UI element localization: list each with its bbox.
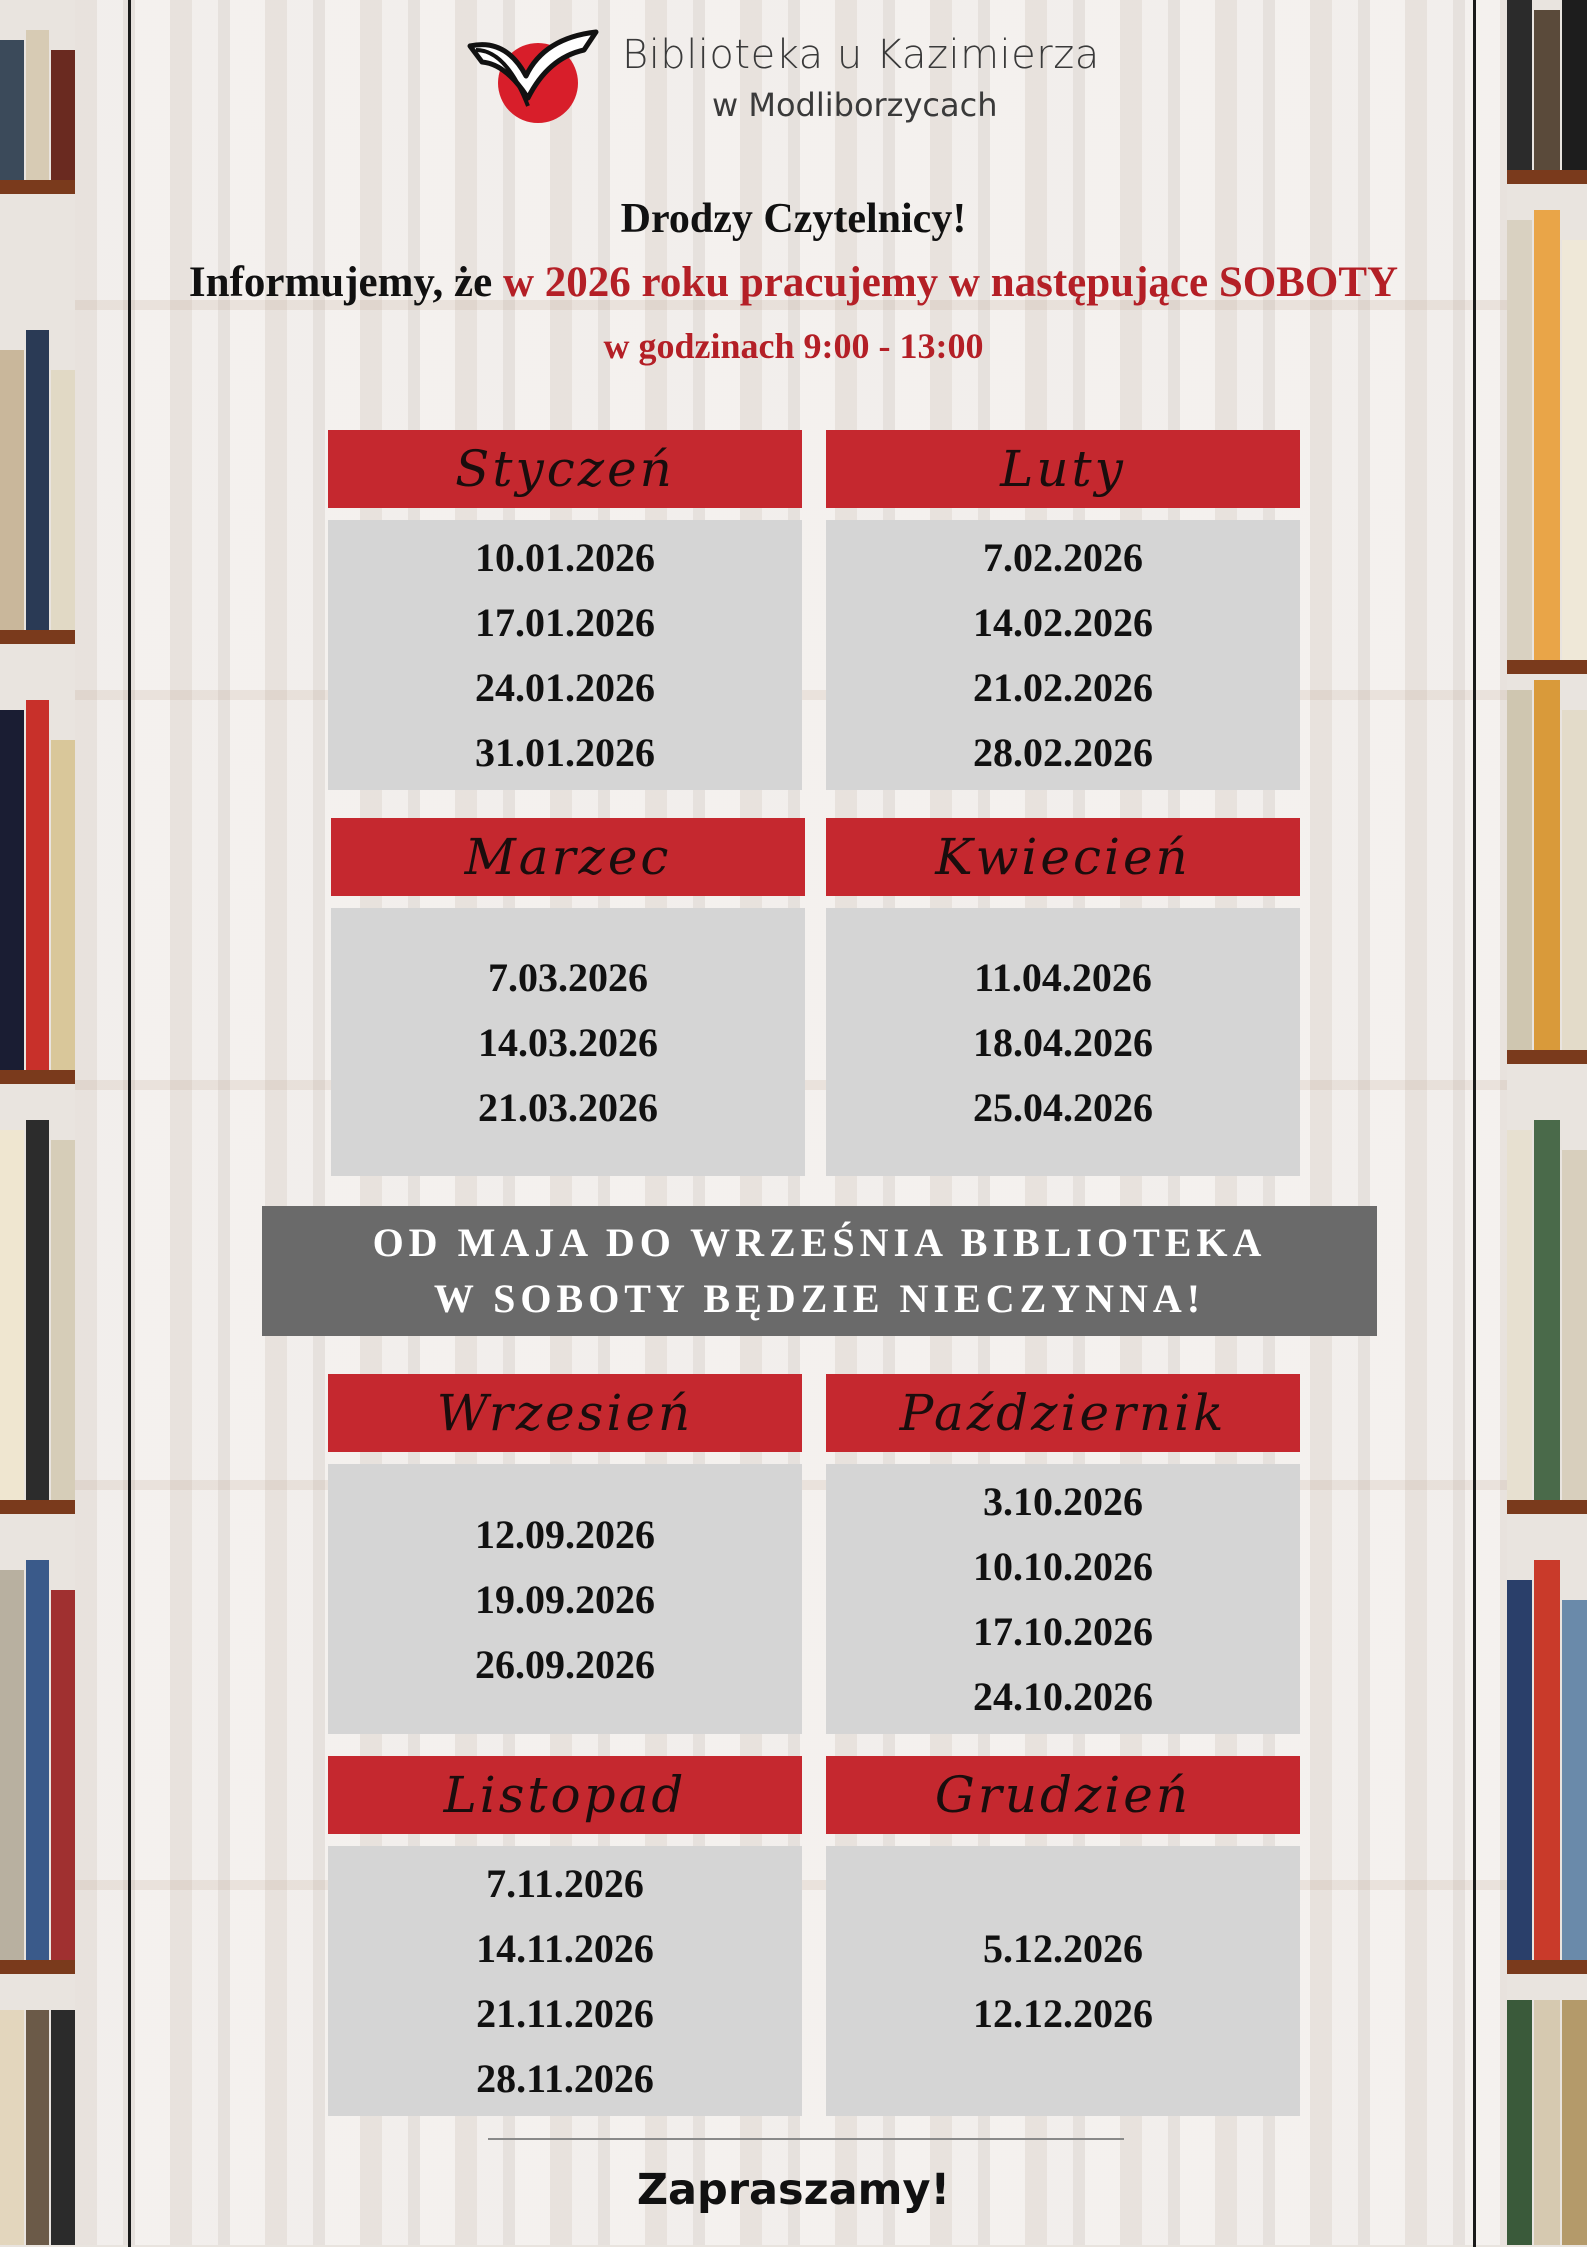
saturday-date: 24.10.2026 (973, 1674, 1153, 1719)
library-location: w Modliborzycach (712, 86, 998, 124)
saturday-date: 24.01.2026 (475, 665, 655, 710)
saturday-date: 26.09.2026 (475, 1641, 655, 1687)
closing-message: Zapraszamy! (636, 2165, 951, 2215)
library-logo (466, 28, 1126, 138)
info-line (0, 258, 1587, 307)
info-highlight: w 2026 roku pracujemy w następujące SOBOTY (502, 259, 1399, 306)
month-card-september (328, 1464, 802, 1734)
divider (488, 2138, 1124, 2140)
month-header-january: Styczeń (328, 430, 802, 508)
month-card-february (826, 520, 1300, 790)
book-ribbon-logo-icon (466, 28, 606, 128)
saturday-date: 7.11.2026 (486, 1861, 644, 1906)
saturday-date: 21.03.2026 (478, 1084, 658, 1130)
month-card-january (328, 520, 802, 790)
saturday-date: 25.04.2026 (973, 1084, 1153, 1130)
library-name: Biblioteka u Kazimierza (622, 32, 1100, 78)
month-header-september: Wrzesień (328, 1374, 802, 1452)
saturday-date: 19.09.2026 (475, 1576, 655, 1622)
saturday-date: 12.12.2026 (973, 1991, 1153, 2036)
info-prefix: Informujemy, że (188, 259, 493, 306)
month-card-april (826, 908, 1300, 1176)
saturday-date: 5.12.2026 (983, 1926, 1143, 1971)
saturday-date: 7.03.2026 (488, 954, 648, 1000)
saturday-date: 17.01.2026 (475, 600, 655, 645)
month-card-march (331, 908, 805, 1176)
saturday-date: 7.02.2026 (983, 535, 1143, 580)
saturday-date: 21.02.2026 (973, 665, 1153, 710)
saturday-date: 31.01.2026 (475, 730, 655, 775)
saturday-date: 14.03.2026 (478, 1019, 658, 1065)
saturday-date: 21.11.2026 (476, 1991, 654, 2036)
saturday-date: 3.10.2026 (983, 1479, 1143, 1524)
month-header-october: Październik (826, 1374, 1300, 1452)
month-card-december (826, 1846, 1300, 2116)
saturday-date: 18.04.2026 (973, 1019, 1153, 1065)
saturday-date: 14.02.2026 (973, 600, 1153, 645)
month-header-february: Luty (826, 430, 1300, 508)
month-card-november (328, 1846, 802, 2116)
closure-line-2: W SOBOTY BĘDZIE NIECZYNNA! (433, 1276, 1206, 1321)
saturday-date: 10.01.2026 (475, 535, 655, 580)
month-card-october (826, 1464, 1300, 1734)
month-header-march: Marzec (331, 818, 805, 896)
greeting: Drodzy Czytelnicy! (620, 196, 967, 242)
closure-line-1: OD MAJA DO WRZEŚNIA BIBLIOTEKA (372, 1220, 1267, 1265)
saturday-date: 28.11.2026 (476, 2056, 654, 2101)
saturday-date: 28.02.2026 (973, 730, 1153, 775)
saturday-date: 17.10.2026 (973, 1609, 1153, 1654)
opening-hours: w godzinach 9:00 - 13:00 (603, 326, 984, 366)
summer-closure-banner (262, 1206, 1377, 1336)
month-header-november: Listopad (328, 1756, 802, 1834)
saturday-date: 10.10.2026 (973, 1544, 1153, 1589)
month-header-december: Grudzień (826, 1756, 1300, 1834)
month-header-april: Kwiecień (826, 818, 1300, 896)
saturday-date: 11.04.2026 (974, 954, 1152, 1000)
saturday-date: 12.09.2026 (475, 1511, 655, 1557)
saturday-date: 14.11.2026 (476, 1926, 654, 1971)
